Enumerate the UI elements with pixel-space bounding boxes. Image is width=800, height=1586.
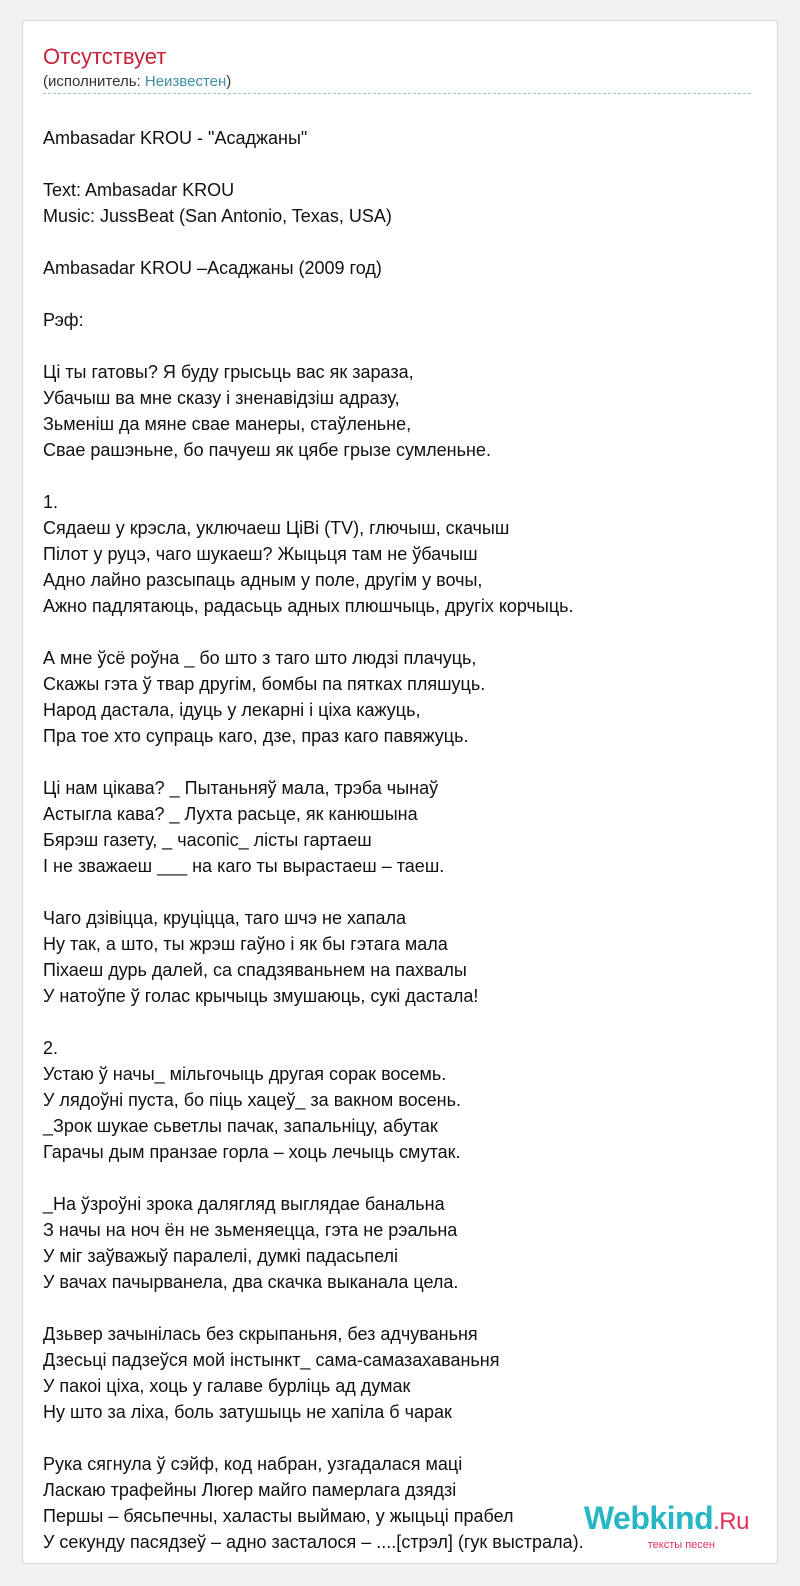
lyric-line: Чаго дзівіцца, круціцца, таго шчэ не хапала (43, 908, 407, 928)
logo-wordmark (584, 1501, 749, 1539)
lyric-line: 2. (43, 1038, 59, 1058)
lyric-line (43, 1165, 763, 1191)
lyric-line: Ці нам цікава? _ Пытаньняў мала, трэба чынаў (43, 778, 439, 798)
lyric-line: Свае рашэньне, бо пачуеш як цябе грызе сумленьне. (43, 440, 491, 460)
lyric-line: У натоўпе ў голас крычыць змушаюць, сукі дастала! (43, 986, 479, 1006)
performer-suffix: ) (226, 73, 232, 90)
lyric-line: Скажы гэта ў твар другім, бомбы па пятках пляшуць. (43, 674, 486, 694)
webkind-logo[interactable] (584, 1501, 749, 1551)
lyric-line (43, 619, 763, 645)
lyric-line: Ажно падлятаюць, радасьць адных плюшчыць, другіх корчыць. (43, 596, 574, 616)
performer-prefix: (исполнитель: (43, 73, 145, 90)
lyric-line: Гарачы дым пранзае горла – хоць лечыць смутак. (43, 1142, 461, 1162)
lyric-line: Text: Ambasadar KROU (43, 180, 235, 200)
lyric-line: Дзьвер зачынілась без скрыпаньня, без адчуваньня (43, 1324, 478, 1344)
lyric-line: У міг заўважыў паралелі, думкі падасьпелі (43, 1246, 399, 1266)
lyric-line: Ambasadar KROU - "Асаджаны" (43, 128, 308, 148)
lyric-line: У вачах пачырванела, два скачка выканала цела. (43, 1272, 459, 1292)
lyric-line: Пілот у руцэ, чаго шукаеш? Жыцьця там не ўбачыш (43, 544, 478, 564)
lyric-line: Піхаеш дурь далей, са спадзяваньнем на пахвалы (43, 960, 467, 980)
lyric-line: Дзесьці падзеўся мой інстынкт_ сама-самазахаваньня (43, 1350, 500, 1370)
performer-line (43, 72, 231, 92)
lyric-line: Music: JussBeat (San Antonio, Texas, USA) (43, 206, 392, 226)
lyric-line: 1. (43, 492, 59, 512)
lyric-line (43, 1009, 763, 1035)
logo-tagline: тексты песен (647, 1539, 715, 1551)
lyric-line: _На ўзроўні зрока далягляд выглядае банальна (43, 1194, 445, 1214)
lyric-line (43, 333, 763, 359)
lyric-line: Ці ты гатовы? Я буду грысьць вас як зараза, (43, 362, 414, 382)
lyric-line: Рэф: (43, 310, 84, 330)
lyric-line: У пакоі ціха, хоць у галаве бурліць ад думак (43, 1376, 411, 1396)
lyrics-card (22, 20, 778, 1564)
lyric-line: Народ дастала, ідуць у лекарні і ціха кажуць, (43, 700, 421, 720)
lyric-line: Устаю ў начы_ мільгочыць другая сорак восемь. (43, 1064, 447, 1084)
lyric-line (43, 1295, 763, 1321)
lyric-line: Астыгла кава? _ Лухта расьце, як канюшына (43, 804, 418, 824)
lyric-line (43, 281, 763, 307)
lyric-line: Сядаеш у крэсла, уключаеш ЦіВі (TV), глючыш, скачыш (43, 518, 510, 538)
lyric-line: Ласкаю трафейны Люгер майго памерлага дзядзі (43, 1480, 457, 1500)
lyric-line: _Зрок шукае сьветлы пачак, запальніцу, абутак (43, 1116, 438, 1136)
lyric-line: Зьменіш да мяне свае манеры, стаўленьне, (43, 414, 412, 434)
lyric-line (43, 151, 763, 177)
lyric-line: У лядоўні пуста, бо піць хацеў_ за вакном восень. (43, 1090, 461, 1110)
lyric-line: Ну так, а што, ты жрэш гаўно і як бы гэтага мала (43, 934, 448, 954)
lyric-line: Ну што за ліха, боль затушыць не хапіла б чарак (43, 1402, 452, 1422)
logo-main-text: Webkind (583, 1500, 714, 1536)
lyric-line (43, 749, 763, 775)
lyric-line (43, 229, 763, 255)
lyric-line: Убачыш ва мне сказу і зненавідзіш адразу, (43, 388, 400, 408)
lyric-line: Рука сягнула ў сэйф, код набран, узгадалася маці (43, 1454, 463, 1474)
performer-link[interactable]: Неизвестен (144, 73, 227, 90)
lyric-line: І не зважаеш ___ на каго ты вырастаеш – таеш. (43, 856, 445, 876)
lyric-line: Ambasadar KROU –Асаджаны (2009 год) (43, 258, 382, 278)
lyric-line (43, 879, 763, 905)
lyric-line: Адно лайно разсыпаць адным у поле, другім у вочы, (43, 570, 483, 590)
lyric-line (43, 1425, 763, 1451)
song-title: Отсутствует (43, 44, 167, 69)
lyric-line: Першы – бясьпечны, халасты выймаю, у жыцьці прабел (43, 1506, 514, 1526)
lyric-line: Пра тое хто супраць каго, дзе, праз каго павяжуць. (43, 726, 469, 746)
logo-tld: .Ru (713, 1508, 749, 1535)
lyric-line: З начы на ноч ён не зьменяецца, гэта не рэальна (43, 1220, 458, 1240)
header-divider (43, 93, 751, 94)
lyric-line: А мне ўсё роўна _ бо што з таго што людзі плачуць, (43, 648, 477, 668)
lyrics-body (43, 125, 763, 1555)
lyric-line: Бярэш газету, _ часопіс_ лісты гартаеш (43, 830, 372, 850)
lyric-line (43, 463, 763, 489)
lyric-line: У секунду пасядзеў – адно засталося – ....[стрэл] (гук выстрала). (43, 1532, 584, 1552)
